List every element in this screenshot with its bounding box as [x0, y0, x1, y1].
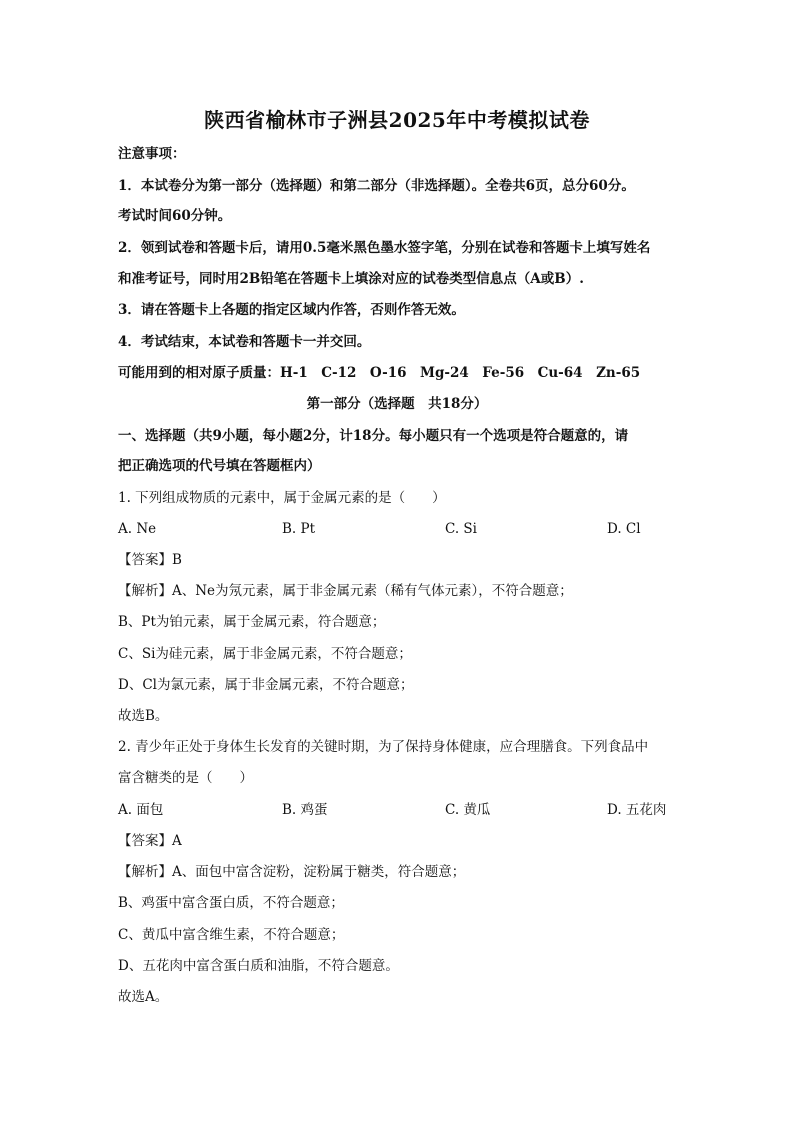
question-1-option-a: A. Ne — [118, 521, 157, 537]
exam-title: 陕西省榆林市子洲县2025年中考模拟试卷 — [204, 108, 590, 132]
question-2-option-c: C. 黄瓜 — [445, 802, 491, 818]
section-instructions-line-2: 把正确选项的代号填在答题框内） — [118, 458, 321, 474]
question-1-option-d: D. Cl — [607, 521, 641, 537]
notice-item-3: 3．请在答题卡上各题的指定区域内作答，否则作答无效。 — [118, 302, 465, 318]
question-1-analysis-line: D、Cl为氯元素，属于非金属元素，不符合题意； — [118, 677, 414, 693]
question-2-option-b: B. 鸡蛋 — [282, 802, 328, 818]
question-2-option-a: A. 面包 — [118, 802, 164, 818]
question-1-analysis-line: C、Si为硅元素，属于非金属元素，不符合题意； — [118, 646, 412, 662]
question-2-stem-line-1: 2. 青少年正处于身体生长发育的关键时期，为了保持身体健康，应合理膳食。下列食品中 — [118, 739, 649, 755]
question-2-analysis-line: B、鸡蛋中富含蛋白质，不符合题意； — [118, 895, 344, 911]
notice-item-1-line-1: 1．本试卷分为第一部分（选择题）和第二部分（非选择题）。全卷共6页，总分60分。 — [118, 178, 635, 194]
notice-heading: 注意事项： — [118, 146, 186, 162]
question-1-answer: 【答案】B — [118, 552, 182, 568]
question-2-analysis-line: D、五花肉中富含蛋白质和油脂，不符合题意。 — [118, 958, 399, 974]
question-2-option-d: D. 五花肉 — [607, 802, 667, 818]
question-2-answer: 【答案】A — [118, 833, 182, 849]
question-1-option-b: B. Pt — [282, 521, 316, 537]
question-2-stem-line-2: 富含糖类的是（ ） — [118, 770, 253, 786]
question-1-conclusion: 故选B。 — [118, 708, 169, 724]
question-2-analysis-line: C、黄瓜中富含维生素，不符合题意； — [118, 927, 345, 943]
question-2-analysis-line: 【解析】A、面包中富含淀粉，淀粉属于糖类，符合题意； — [118, 864, 466, 880]
notice-item-1-line-2: 考试时间60分钟。 — [118, 208, 232, 224]
question-1-option-c: C. Si — [445, 521, 477, 537]
notice-item-2-line-2: 和准考证号，同时用2B铅笔在答题卡上填涂对应的试卷类型信息点（A或B）. — [118, 271, 584, 287]
atomic-mass-line: 可能用到的相对原子质量：H-1 C-12 O-16 Mg-24 Fe-56 Cu-64 Zn-65 — [118, 365, 641, 381]
notice-item-2-line-1: 2．领到试卷和答题卡后，请用0.5毫米黑色墨水签字笔，分别在试卷和答题卡上填写姓名 — [118, 240, 651, 256]
question-1-analysis-line: 【解析】A、Ne为氖元素，属于非金属元素（稀有气体元素），不符合题意； — [118, 583, 573, 599]
part-one-heading: 第一部分（选择题 共18分） — [306, 396, 488, 412]
question-2-conclusion: 故选A。 — [118, 989, 169, 1005]
question-1-stem: 1. 下列组成物质的元素中，属于金属元素的是（ ） — [118, 490, 446, 506]
section-instructions-line-1: 一、选择题（共9小题，每小题2分，计18分。每小题只有一个选项是符合题意的，请 — [118, 428, 629, 444]
notice-item-4: 4．考试结束，本试卷和答题卡一并交回。 — [118, 334, 371, 350]
question-1-analysis-line: B、Pt为铂元素，属于金属元素，符合题意； — [118, 614, 386, 630]
